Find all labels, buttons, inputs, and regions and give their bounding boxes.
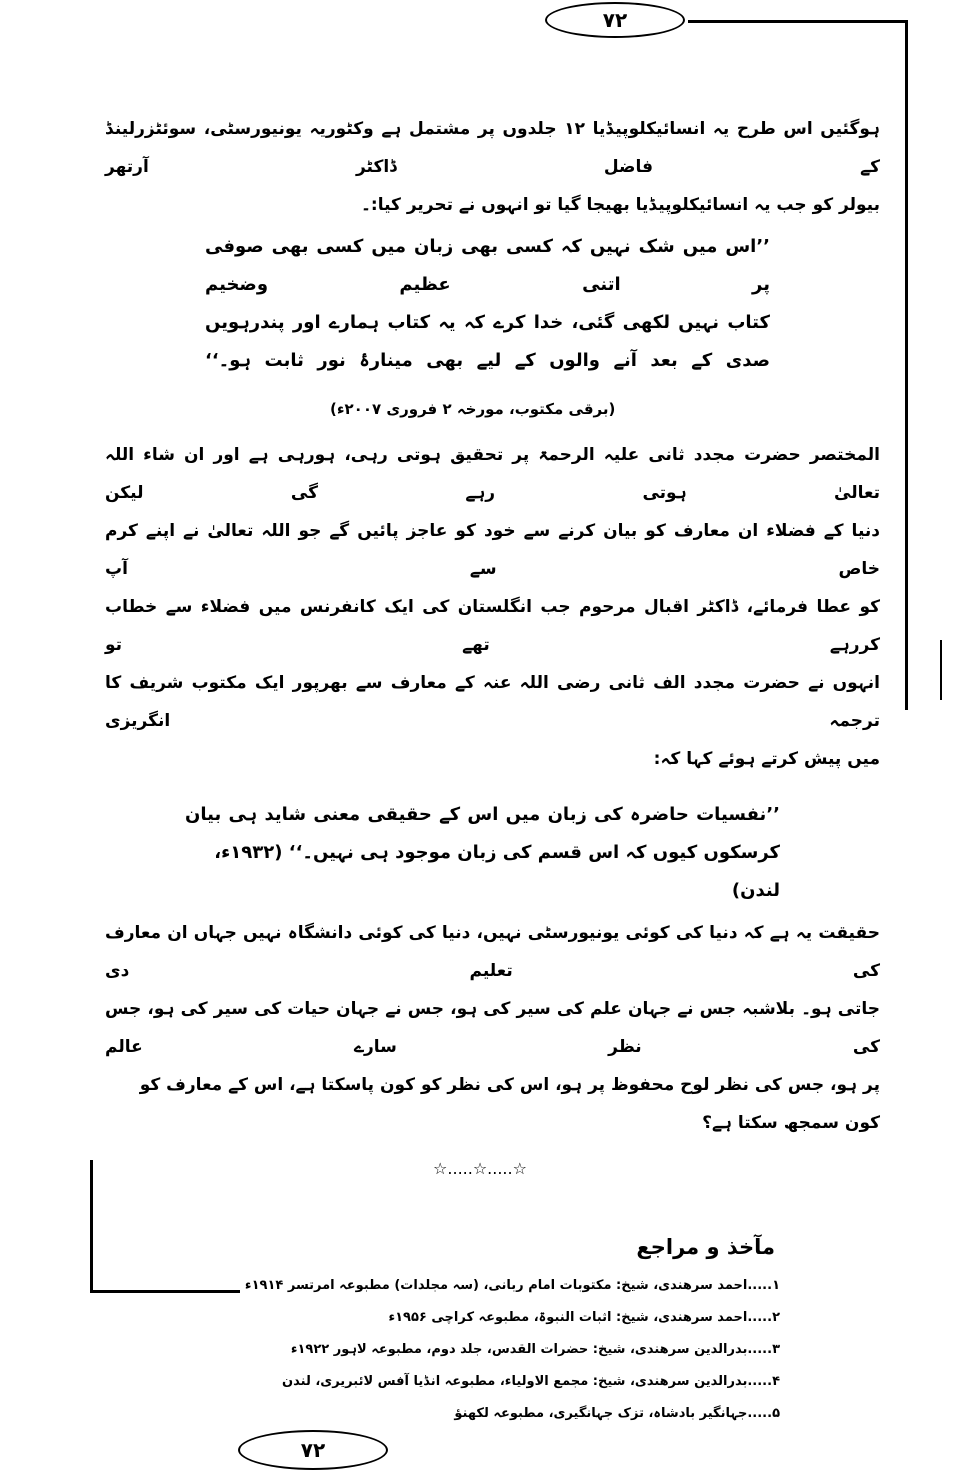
paragraph-2-line: کو عطا فرمائے، ڈاکٹر اقبال مرحوم جب انگلستان کی ایک کانفرنس میں فضلاء سے خطاب کررہے تھے تو bbox=[105, 597, 880, 655]
section-separator: ☆.....☆.....☆ bbox=[433, 1159, 527, 1178]
reference-item: ۳.....بدرالدین سرھندی، شیخ: حضرات القدس، جلد دوم، مطبوعہ لاہور ۱۹۲۲ء bbox=[290, 1342, 780, 1357]
paragraph-3 bbox=[0, 914, 960, 1142]
paragraph-2 bbox=[0, 436, 960, 778]
quote-line: صدی کے بعد آنے والوں کے لیے بھی مینارۂ نور ثابت ہو۔‘‘ bbox=[205, 350, 770, 371]
quote-line: کرسکوں کیوں کہ اس قسم کی زبان موجود ہی نہیں۔‘‘ (۱۹۳۲ء، لندن) bbox=[214, 842, 780, 901]
reference-item: ۲.....احمد سرھندی، شیخ: اثبات النبوۃ، مطبوعہ کراچی ۱۹۵۶ء bbox=[388, 1310, 780, 1325]
reference-item: ۴.....بدرالدین سرھندی، شیخ: مجمع الاولیاء، مطبوعہ انڈیا آفس لائبریری، لندن bbox=[282, 1374, 780, 1389]
quote-citation: (برقی مکتوب، مورخہ ۲ فروری ۲۰۰۷ء) bbox=[330, 400, 616, 418]
paragraph-3-line: حقیقت یہ ہے کہ دنیا کی کوئی یونیورسٹی نہیں، دنیا کی کوئی دانشگاہ نہیں جہاں ان معارف کی تعلیم دی bbox=[105, 923, 880, 981]
references bbox=[0, 1228, 960, 1430]
paragraph-1-line: ہوگئیں اس طرح یہ انسائیکلوپیڈیا ۱۲ جلدوں پر مشتمل ہے وکٹوریہ یونیورسٹی، سوئٹزرلینڈ کے فاضل ڈاکٹر آرتھر bbox=[105, 119, 880, 177]
paragraph-1 bbox=[0, 110, 960, 224]
quote-line: ’’اس میں شک نہیں کہ کسی بھی زبان میں کسی بھی صوفی پر اتنی عظیم وضخیم bbox=[205, 236, 770, 295]
paragraph-1-line: بیولر کو جب یہ انسائیکلوپیڈیا بھیجا گیا تو انہوں نے تحریر کیا:۔ bbox=[360, 195, 880, 215]
page-number-top: ۷۲ bbox=[545, 2, 685, 38]
references-heading: مآخذ و مراجع bbox=[636, 1235, 775, 1259]
reference-item: ۵.....جہانگیر بادشاہ، تزک جہانگیری، مطبوعہ لکھنؤ bbox=[454, 1406, 780, 1421]
quote-1 bbox=[205, 228, 770, 380]
quote-line: ’’نفسیات حاضرہ کی زبان میں اس کے حقیقی معنی شاید ہی بیان bbox=[185, 804, 780, 825]
paragraph-2-line: المختصر حضرت مجدد ثانی علیہ الرحمۃ پر تحقیق ہوتی رہی، ہورہی ہے اور ان شاء اللہ تعالیٰ ہوتی رہے گی لیکن bbox=[105, 445, 880, 503]
paragraph-3-line: جاتی ہو۔ بلاشبہ جس نے جہان علم کی سیر کی ہو، جس نے جہان حیات کی سیر کی ہو، جس کی نظر سارے عالم bbox=[105, 999, 880, 1057]
top-border-line bbox=[688, 20, 908, 23]
quote-2 bbox=[185, 796, 780, 910]
page-number-bottom: ۷۲ bbox=[238, 1430, 388, 1470]
paragraph-2-line: میں پیش کرتے ہوئے کہا کہ: bbox=[653, 749, 880, 769]
quote-line: کتاب نہیں لکھی گئی، خدا کرے کہ یہ کتاب ہمارے اور پندرہویں bbox=[205, 312, 770, 333]
paragraph-3-line: پر ہو، جس کی نظر لوح محفوظ پر ہو، اس کی نظر کو کون پاسکتا ہے، اس کے معارف کو کون سمجھ سکتا ہے؟ bbox=[139, 1075, 880, 1133]
paragraph-2-line: انہوں نے حضرت مجدد الف ثانی رضی اللہ عنہ کے معارف سے بھرپور ایک مکتوب شریف کا ترجمہ انگریزی bbox=[105, 673, 880, 731]
reference-item: ۱.....احمد سرھندی، شیخ: مکتوبات امام ربانی، (سہ مجلدات) مطبوعہ امرتسر ۱۹۱۴ء bbox=[244, 1278, 780, 1293]
paragraph-2-line: دنیا کے فضلاء ان معارف کو بیان کرنے سے خود کو عاجز پائیں گے جو اللہ تعالیٰ نے اپنے کرم خاص سے آپ bbox=[105, 521, 880, 579]
